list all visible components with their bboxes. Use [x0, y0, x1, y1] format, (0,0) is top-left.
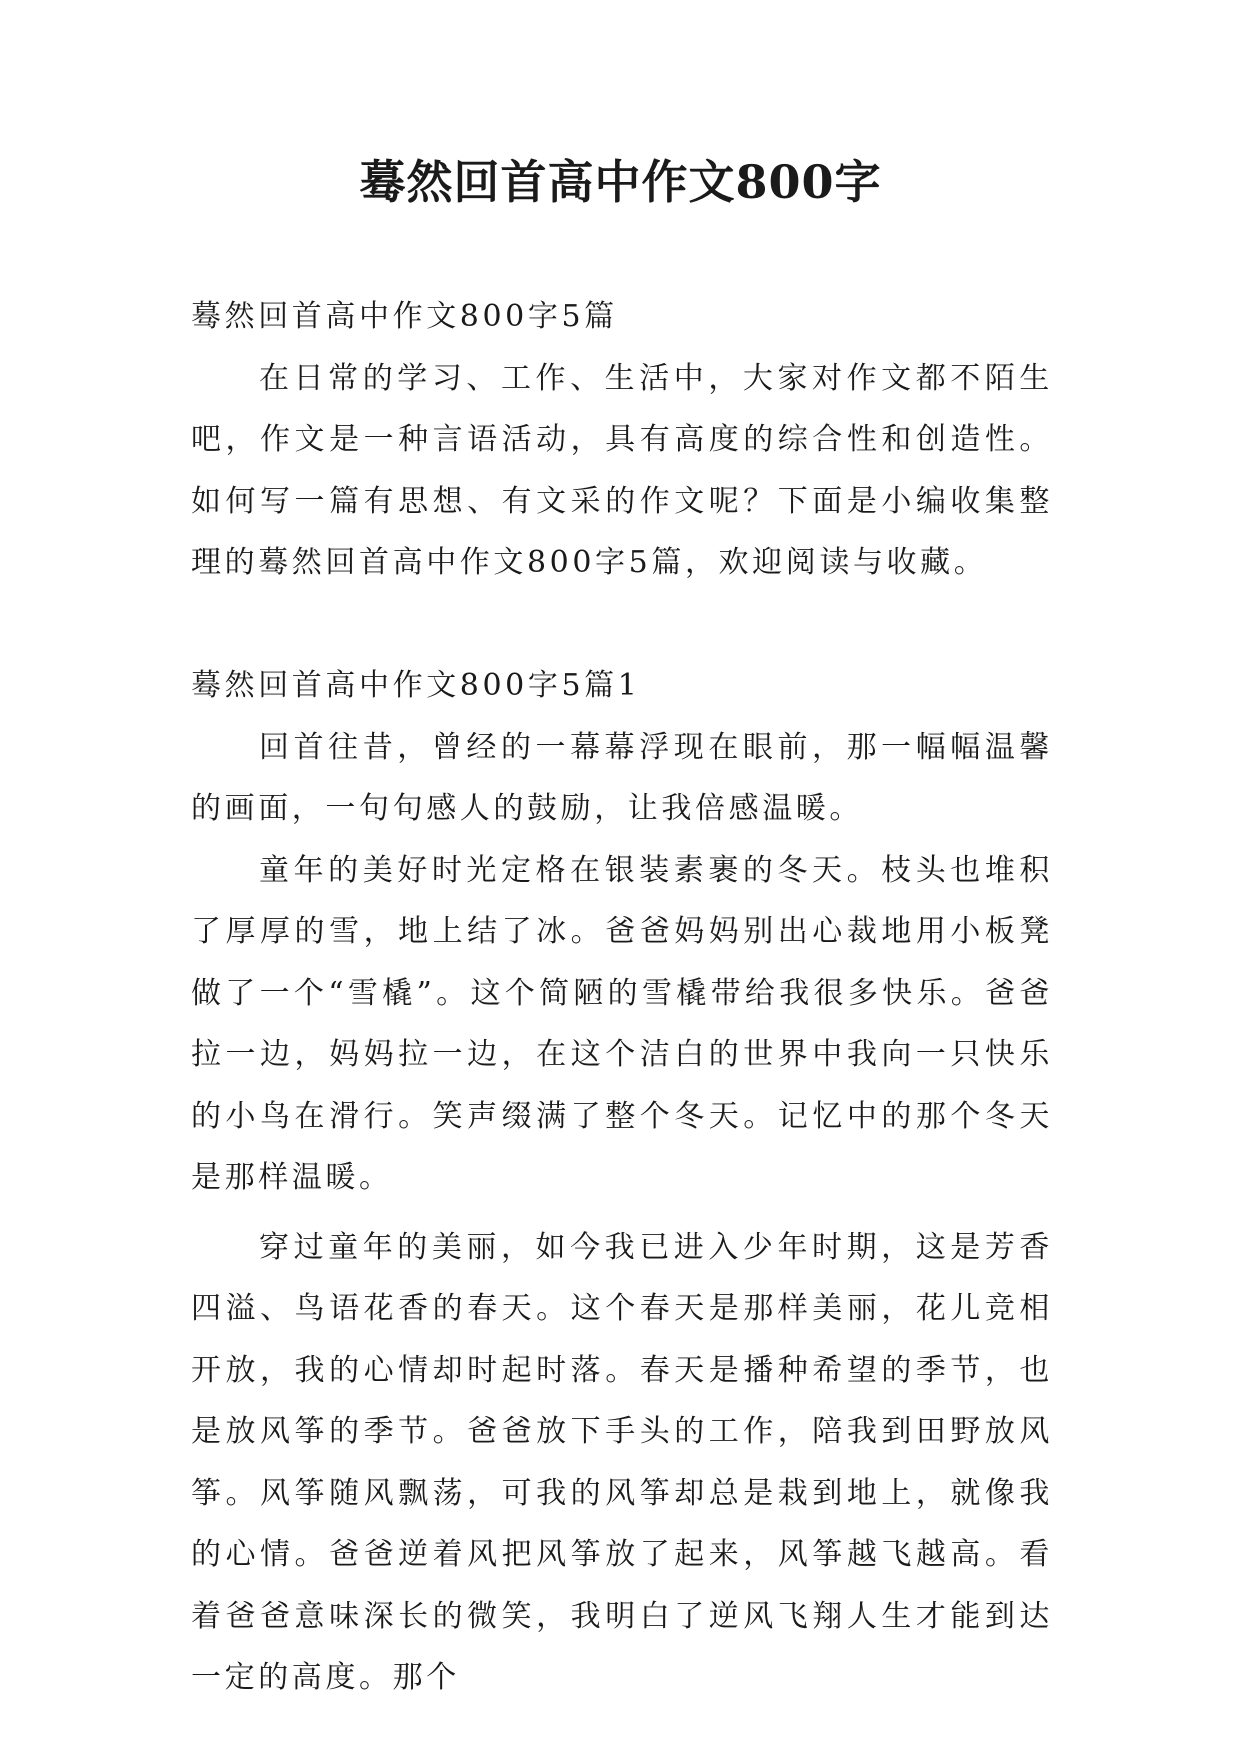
- essay-1-paragraph-3: 穿过童年的美丽，如今我已进入少年时期，这是芳香四溢、鸟语花香的春天。这个春天是那样美丽，花儿竞相开放，我的心情却时起时落。春天是播种希望的季节，也是放风筝的季节。爸爸放下手头的工作，陪我到田野放风筝。风筝随风飘荡，可我的风筝却总是栽到地上，就像我的心情。爸爸逆着风把风筝放了起来，风筝越飞越高。看着爸爸意味深长的微笑，我明白了逆风飞翔人生才能到达一定的高度。那个: [191, 1229, 1053, 1695]
- essay-1-heading: 蓦然回首高中作文800字5篇1: [191, 668, 641, 703]
- intro-heading: 蓦然回首高中作文800字5篇: [191, 299, 618, 334]
- essay-1-paragraph-2: 童年的美好时光定格在银装素裹的冬天。枝头也堆积了厚厚的雪，地上结了冰。爸爸妈妈别出心裁地用小板凳做了一个“雪橇”。这个简陋的雪橇带给我很多快乐。爸爸拉一边，妈妈拉一边，在这个洁白的世界中我向一只快乐的小鸟在滑行。笑声缀满了整个冬天。记忆中的那个冬天是那样温暖。: [191, 852, 1053, 1195]
- intro-paragraph: 在日常的学习、工作、生活中，大家对作文都不陌生吧，作文是一种言语活动，具有高度的综合性和创造性。如何写一篇有思想、有文采的作文呢？下面是小编收集整理的蓦然回首高中作文800字5篇，欢迎阅读与收藏。: [191, 360, 1053, 580]
- essay-1-paragraph-1: 回首往昔，曾经的一幕幕浮现在眼前，那一幅幅温馨的画面，一句句感人的鼓励，让我倍感温暖。: [191, 729, 1053, 826]
- document-title: 蓦然回首高中作文800字: [359, 155, 882, 209]
- document-body: [191, 286, 1053, 1709]
